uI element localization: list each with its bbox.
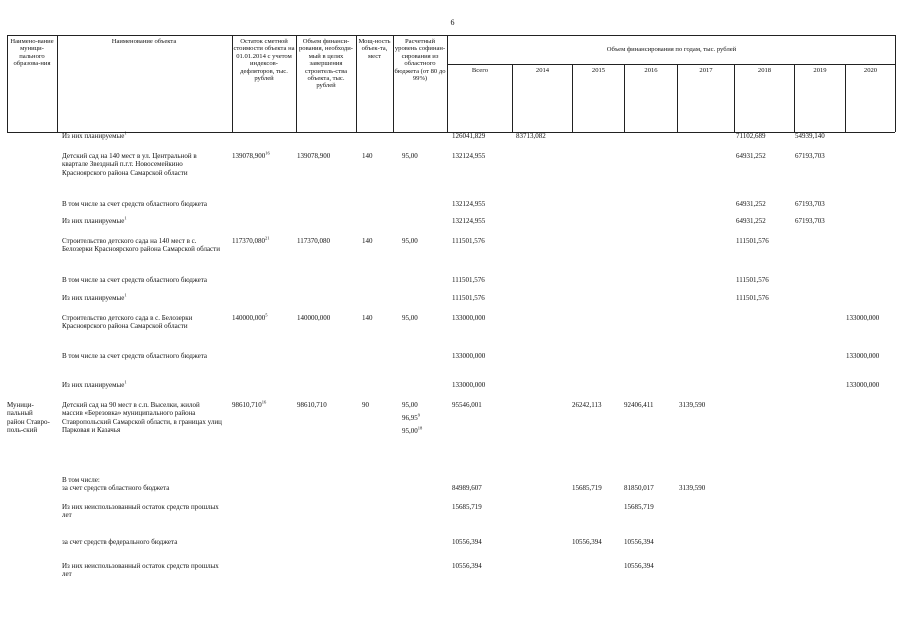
row-name: Строительство детского сада на 140 мест в с. Белозерки Красноярского района Самарской области [62,237,220,254]
header-name: Наименование объекта [111,38,177,45]
header-year-2014: 2014 [535,67,550,74]
row-name: В том числе за счет средств областного бюджета [62,276,208,284]
row-value-y2017: 3139,590 [679,401,706,409]
row-cofin: 95,00 [402,152,418,160]
header-year-total: Всего [471,67,489,74]
row-rest-footnote: 21 [265,235,270,241]
row-value-y2018: 111501,576 [736,237,769,245]
row-value-total: 10556,394 [452,562,482,570]
row-cofin-2: 96,95$^9$ [402,412,420,422]
row-name-sub: за счет средств областного бюджета [62,484,170,493]
row-value-y2018: 71102,689 [736,132,766,140]
row-value-y2018: 111501,576 [736,294,769,302]
row-value-y2016: 10556,394 [624,538,654,546]
row-name: В том числе за счет средств областного бюджета [62,352,208,360]
row-value-y2018: 64931,252 [736,217,766,225]
row-value-total: 133000,000 [452,381,486,389]
row-volume: 117370,080 [297,237,330,245]
header-year-2016: 2016 [644,67,658,74]
row-name: Из них планируемые$^1$ [62,215,127,225]
row-name: В том числе: [62,476,100,484]
row-name-footnote: 1 [124,379,127,385]
row-value-y2020: 133000,000 [846,352,880,360]
row-value-y2018: 111501,576 [736,276,769,284]
row-value-total: 10556,394 [452,538,482,546]
header-mun: Наимено-вание муници-пального образова-ния [10,38,54,68]
row-value-y2016: 81850,017 [624,484,654,493]
row-capacity: 90 [362,401,369,409]
header-cofin: Расчетный уровень софинан-сирования из областного бюджета (от 80 до 99%) [394,38,446,83]
row-name-footnote: 1 [124,130,127,136]
header-year-2015: 2015 [591,67,606,74]
row-rest: 98610,710$^{16}$ [232,399,267,409]
row-value-total: 132124,955 [452,152,486,160]
row-value-y2020: 133000,000 [846,381,880,389]
row-value-y2019: 67193,703 [795,152,825,160]
row-value-y2016: 10556,394 [624,562,654,570]
row-rest: 139078,900$^{16}$ [232,150,270,160]
row-capacity: 140 [362,314,373,322]
header-year-2017: 2017 [699,67,713,74]
row-cofin: 95,00 [402,237,418,245]
row-value-total: 132124,955 [452,200,486,208]
row-cofin-3: 95,00$^{18}$ [402,425,423,435]
row-name: Строительство детского сада в с. Белозерки Красноярского района Самарской области [62,314,193,331]
row-name: за счет средств федерального бюджета [62,538,178,546]
header-year-2019: 2019 [813,67,827,74]
row-capacity: 140 [362,237,373,245]
header-year-2018: 2018 [757,67,772,74]
row-value-y2015: 15685,719 [572,484,602,493]
row-value-y2014: 83713,082 [516,132,546,140]
row-capacity: 140 [362,152,373,160]
row-name: В том числе за счет средств областного бюджета [62,200,208,208]
row-value-total: 111501,576 [452,237,485,245]
row-rest-footnote: 16 [265,150,270,156]
row-value-total: 126041,829 [452,132,486,140]
row-value-total: 15685,719 [452,503,482,511]
row-volume: 140000,000 [297,314,331,322]
row-value-total: 132124,955 [452,217,486,225]
row-rest: 117370,080$^{21}$ [232,235,270,245]
row-volume: 98610,710 [297,401,327,409]
row-name-footnote: 1 [124,215,127,221]
row-cofin: 95,00 [402,314,418,322]
row-value-total: 133000,000 [452,352,486,360]
row-name: Детский сад на 90 мест в с.п. Выселки, жилой массив «Березовка» муниципального района Ставропольский Самарской области, в границах улиц Парковая и Казачья [62,401,222,435]
row-value-total: 111501,576 [452,276,485,284]
row-value-y2015: 10556,394 [572,538,602,546]
row-value-y2016: 15685,719 [624,503,654,511]
row-value-y2018: 64931,252 [736,200,766,208]
row-value-total: 95546,001 [452,401,482,409]
row-value-y2019: 67193,703 [795,200,825,208]
row-value-total: 133000,000 [452,314,486,322]
header-years-title: Объем финансирования по годам, тыс. рублей [606,46,737,53]
row-value-y2017: 3139,590 [679,484,706,493]
header-year-2020: 2020 [863,67,878,74]
row-value-y2019: 67193,703 [795,217,825,225]
row-cofin-3-footnote: 18 [417,425,423,431]
row-mun: Муници-пальный район Ставро-поль-ский [7,401,50,435]
row-name-footnote: 1 [124,292,127,298]
row-name: Из них неиспользованный остаток средств прошлых лет [62,562,219,579]
row-name: Из них планируемые$^1$ [62,130,127,140]
header-volume: Объем финанси-рования, необходи-мый в целях завершения строитель-ства объекта, тыс. рублей [298,38,354,90]
page-number: 6 [450,18,455,27]
row-value-total: 84989,607 [452,484,482,493]
row-volume: 139078,900 [297,152,331,160]
row-cofin-2-footnote: 9 [417,412,420,418]
row-value-y2019: 54939,140 [795,132,825,140]
row-name: Детский сад на 140 мест в ул. Центральной в квартале Звездный п.г.т. Новосемейкино Красноярского района Самарской области [62,152,197,177]
row-name: Из них планируемые$^1$ [62,379,127,389]
row-cofin: 95,00 [402,401,418,409]
row-rest: 140000,000$^5$ [232,312,268,322]
row-value-y2018: 64931,252 [736,152,766,160]
row-rest-footnote: 16 [261,399,267,405]
header-capacity: Мощ-ность объек-та, мест [358,38,391,60]
row-rest-footnote: 5 [265,312,268,318]
row-name: Из них планируемые$^1$ [62,292,127,302]
row-value-y2020: 133000,000 [846,314,880,322]
row-name: Из них неиспользованный остаток средств прошлых лет [62,503,219,520]
row-value-total: 111501,576 [452,294,485,302]
row-value-y2016: 92406,411 [624,401,654,409]
row-value-y2015: 26242,113 [572,401,602,409]
header-rest: Остаток сметной стоимости объекта на 01.01.2014 с учетом индексов-дефляторов, тыс. рублей [233,38,295,83]
